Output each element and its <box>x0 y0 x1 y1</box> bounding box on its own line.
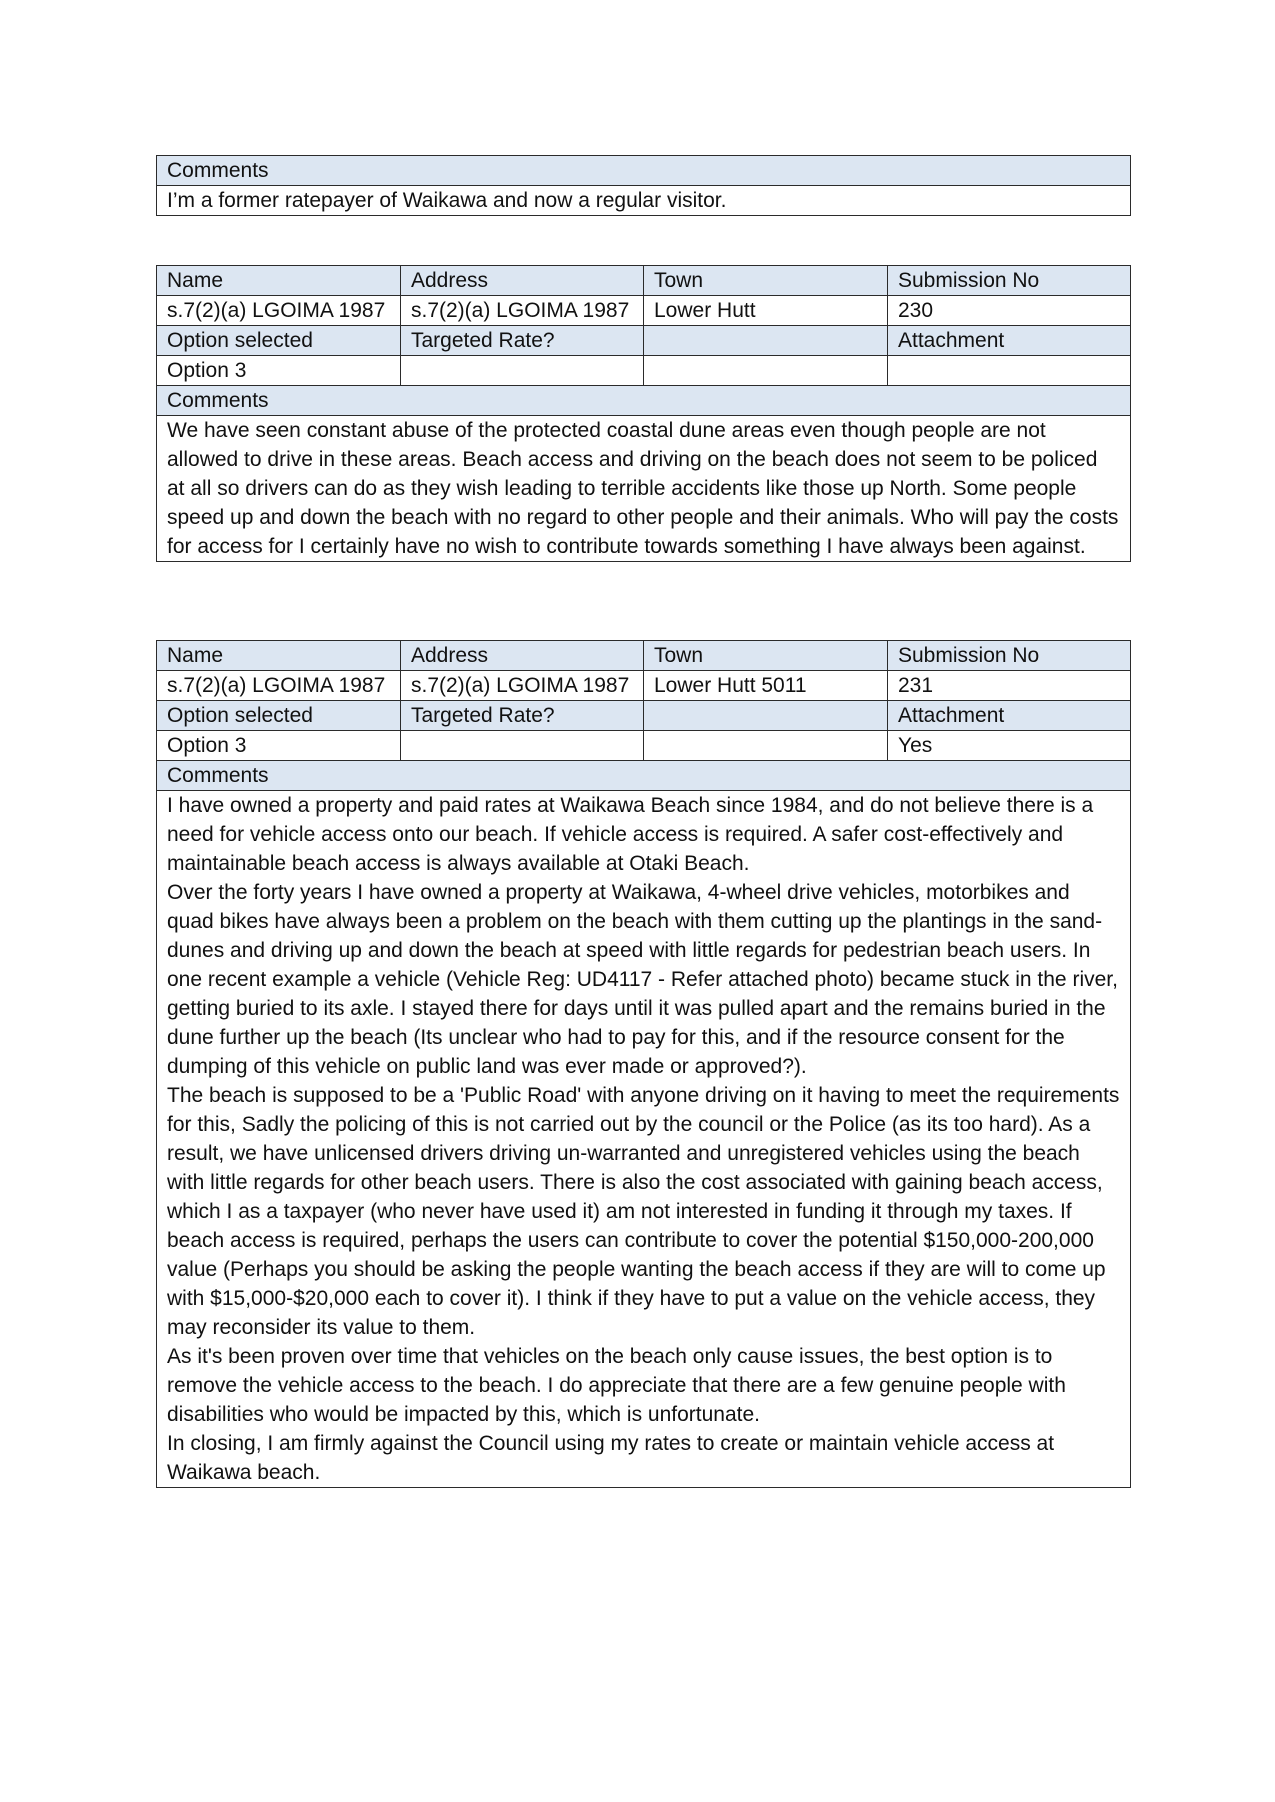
submission-no-value: 230 <box>888 296 1131 326</box>
address-header: Address <box>401 266 644 296</box>
submission-no-value: 231 <box>888 671 1131 701</box>
address-value: s.7(2)(a) LGOIMA 1987 <box>401 296 644 326</box>
town-header: Town <box>644 641 888 671</box>
attachment-header: Attachment <box>888 326 1131 356</box>
address-value: s.7(2)(a) LGOIMA 1987 <box>401 671 644 701</box>
attachment-header: Attachment <box>888 701 1131 731</box>
comment-paragraph: In closing, I am firmly against the Council using my rates to create or maintain vehicle access at Waikawa beach. <box>167 1432 1055 1484</box>
option-value: Option 3 <box>157 731 401 761</box>
targeted-rate-value <box>401 356 644 386</box>
name-header: Name <box>157 641 401 671</box>
address-header: Address <box>401 641 644 671</box>
targeted-rate-header: Targeted Rate? <box>401 326 644 356</box>
attachment-value: Yes <box>888 731 1131 761</box>
submission-table-231 <box>156 640 1131 1488</box>
comment-paragraph: The beach is supposed to be a 'Public Road' with anyone driving on it having to meet the requirements for this, Sadly the policing of this is not carried out by the council or the Police (as its too hard). As a result, we have unlicensed drivers driving un-warranted and unregistered vehicles using the beach with little regards for other beach users. There is also the cost associated with gaining beach access, which I as a taxpayer (who never have used it) am not interested in funding it through my taxes. If beach access is required, perhaps the users can contribute to cover the potential $150,000-200,000 value (Perhaps you should be asking the people wanting the beach access if they are will to come up with $15,000-$20,000 each to cover it). I think if they have to put a value on the vehicle access, they may reconsider its value to them. <box>167 1084 1120 1339</box>
empty-value-cell <box>644 356 888 386</box>
submission-table-230 <box>156 265 1131 562</box>
town-header: Town <box>644 266 888 296</box>
empty-header-cell <box>644 701 888 731</box>
comments-label: Comments <box>157 156 1131 186</box>
comments-text <box>157 791 1131 1488</box>
comment-paragraph: Over the forty years I have owned a property at Waikawa, 4-wheel drive vehicles, motorbikes and quad bikes have always been a problem on the beach with them cutting up the plantings in the sand-dunes and driving up and down the beach at speed with little regards for pedestrian beach users. In one recent example a vehicle (Vehicle Reg: UD4117 - Refer attached photo) became stuck in the river, getting buried to its axle. I stayed there for days until it was pulled apart and the remains buried in the dune further up the beach (Its unclear who had to pay for this, and if the resource consent for the dumping of this vehicle on public land was ever made or approved?). <box>167 881 1118 1078</box>
empty-header-cell <box>644 326 888 356</box>
comment-paragraph: I have owned a property and paid rates at Waikawa Beach since 1984, and do not believe there is a need for vehicle access onto our beach. If vehicle access is required. A safer cost-effectively and maintainable beach access is always available at Otaki Beach. <box>167 794 1094 875</box>
town-value: Lower Hutt <box>644 296 888 326</box>
town-value: Lower Hutt 5011 <box>644 671 888 701</box>
attachment-value <box>888 356 1131 386</box>
option-value: Option 3 <box>157 356 401 386</box>
option-selected-header: Option selected <box>157 326 401 356</box>
comments-header: Comments <box>157 386 1131 416</box>
comment-paragraph: We have seen constant abuse of the protected coastal dune areas even though people are not allowed to drive in these areas. Beach access and driving on the beach does not seem to be policed at all so drivers can do as they wish leading to terrible accidents like those up North. Some people speed up and down the beach with no regard to other people and their animals. Who will pay the costs for access for I certainly have no wish to contribute towards something I have always been against. <box>167 419 1119 558</box>
targeted-rate-header: Targeted Rate? <box>401 701 644 731</box>
empty-value-cell <box>644 731 888 761</box>
comments-header: Comments <box>157 761 1131 791</box>
name-value: s.7(2)(a) LGOIMA 1987 <box>157 671 401 701</box>
submission-no-header: Submission No <box>888 641 1131 671</box>
submission-no-header: Submission No <box>888 266 1131 296</box>
targeted-rate-value <box>401 731 644 761</box>
name-header: Name <box>157 266 401 296</box>
comment-paragraph: As it's been proven over time that vehicles on the beach only cause issues, the best option is to remove the vehicle access to the beach. I do appreciate that there are a few genuine people with disabilities who would be impacted by this, which is unfortunate. <box>167 1345 1066 1426</box>
previous-submission-comments-table <box>156 155 1131 216</box>
comment-text: I’m a former ratepayer of Waikawa and now a regular visitor. <box>157 186 1131 216</box>
name-value: s.7(2)(a) LGOIMA 1987 <box>157 296 401 326</box>
comments-text <box>157 416 1131 562</box>
option-selected-header: Option selected <box>157 701 401 731</box>
